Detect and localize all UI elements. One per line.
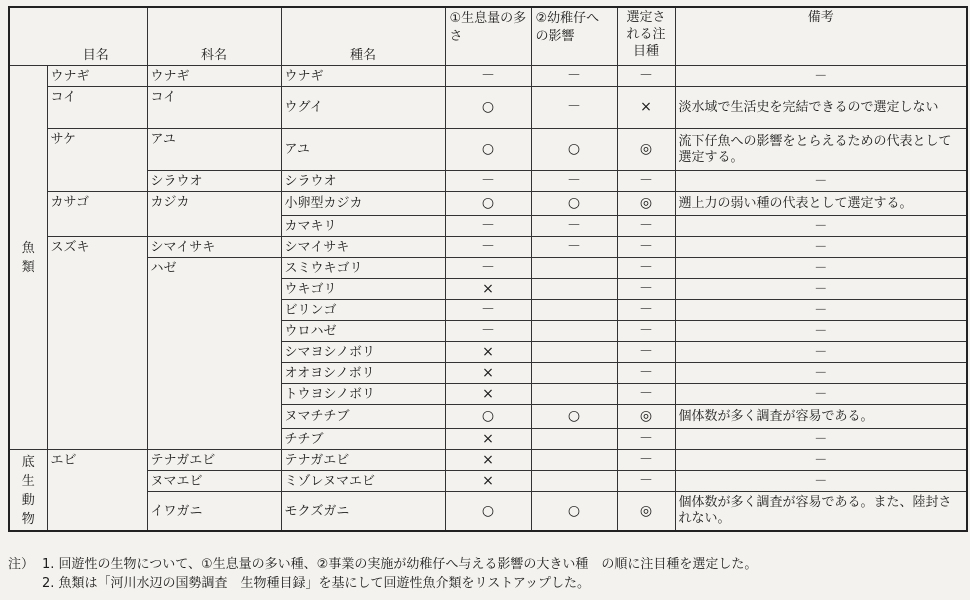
abundance-cell: ×	[445, 342, 531, 363]
abundance-cell: ×	[445, 363, 531, 384]
table-row	[9, 192, 967, 216]
family-cell: ヌマエビ	[147, 471, 281, 492]
remarks-cell: －	[675, 171, 967, 192]
larval-impact-cell: －	[531, 237, 617, 258]
abundance-cell: ○	[445, 192, 531, 216]
group-fish-label: 魚類	[21, 240, 35, 275]
table-row	[9, 129, 967, 171]
abundance-cell: －	[445, 300, 531, 321]
selected-cell: －	[617, 321, 675, 342]
header-order: 目名	[9, 7, 147, 66]
selected-cell: －	[617, 363, 675, 384]
species-cell: ウロハゼ	[281, 321, 445, 342]
remarks-cell: －	[675, 471, 967, 492]
order-cell: カサゴ	[47, 192, 147, 237]
species-cell: アユ	[281, 129, 445, 171]
selected-cell: －	[617, 471, 675, 492]
remarks-cell: 淡水域で生活史を完結できるので選定しない	[675, 87, 967, 129]
abundance-cell: ○	[445, 492, 531, 532]
species-selection-table	[8, 6, 968, 532]
larval-impact-cell	[531, 429, 617, 450]
selected-cell: －	[617, 171, 675, 192]
abundance-cell: －	[445, 171, 531, 192]
species-cell: モクズガニ	[281, 492, 445, 532]
abundance-cell: ○	[445, 87, 531, 129]
species-cell: ビリンゴ	[281, 300, 445, 321]
remarks-cell: －	[675, 237, 967, 258]
header-larval-impact: ②幼稚仔へ の影響	[531, 7, 617, 66]
family-cell: コイ	[147, 87, 281, 129]
table-row	[9, 492, 967, 532]
abundance-cell: －	[445, 66, 531, 87]
species-cell: テナガエビ	[281, 450, 445, 471]
remarks-cell: －	[675, 66, 967, 87]
species-cell: ミゾレヌマエビ	[281, 471, 445, 492]
remarks-cell: －	[675, 300, 967, 321]
family-cell: イワガニ	[147, 492, 281, 532]
species-cell: シマヨシノボリ	[281, 342, 445, 363]
abundance-cell: －	[445, 321, 531, 342]
table-row	[9, 258, 967, 279]
larval-impact-cell	[531, 300, 617, 321]
header-row	[9, 7, 967, 66]
remarks-cell: －	[675, 258, 967, 279]
remarks-cell: －	[675, 216, 967, 237]
table-row	[9, 171, 967, 192]
species-cell: シラウオ	[281, 171, 445, 192]
table-row	[9, 237, 967, 258]
table-row	[9, 87, 967, 129]
header-family: 科名	[147, 7, 281, 66]
footnote-2-text: 2. 魚類は「河川水辺の国勢調査 生物種目録」を基にして回遊性魚介類をリストアップした。	[42, 576, 590, 591]
selected-cell: －	[617, 429, 675, 450]
remarks-cell: 遡上力の弱い種の代表として選定する。	[675, 192, 967, 216]
header-abundance: ①生息量の多さ	[445, 7, 531, 66]
larval-impact-cell	[531, 258, 617, 279]
larval-impact-cell	[531, 384, 617, 405]
order-cell: コイ	[47, 87, 147, 129]
larval-impact-cell: －	[531, 171, 617, 192]
family-cell: テナガエビ	[147, 450, 281, 471]
family-cell: シラウオ	[147, 171, 281, 192]
species-cell: ウグイ	[281, 87, 445, 129]
larval-impact-cell: ○	[531, 192, 617, 216]
selected-cell: －	[617, 66, 675, 87]
order-cell: ウナギ	[47, 66, 147, 87]
family-cell: ウナギ	[147, 66, 281, 87]
group-fish	[9, 66, 47, 450]
selected-cell: －	[617, 450, 675, 471]
larval-impact-cell: －	[531, 66, 617, 87]
larval-impact-cell	[531, 450, 617, 471]
table-row	[9, 471, 967, 492]
species-cell: カマキリ	[281, 216, 445, 237]
abundance-cell: ○	[445, 129, 531, 171]
footnotes	[8, 555, 966, 593]
footnote-lead: 注）	[8, 557, 35, 572]
species-cell: ウキゴリ	[281, 279, 445, 300]
remarks-cell: －	[675, 450, 967, 471]
species-cell: シマイサキ	[281, 237, 445, 258]
larval-impact-cell	[531, 471, 617, 492]
order-cell: サケ	[47, 129, 147, 192]
footnote-2	[8, 574, 966, 593]
remarks-cell: －	[675, 321, 967, 342]
species-cell: オオヨシノボリ	[281, 363, 445, 384]
family-cell: シマイサキ	[147, 237, 281, 258]
selected-cell: －	[617, 258, 675, 279]
species-cell: 小卵型カジカ	[281, 192, 445, 216]
abundance-cell: －	[445, 258, 531, 279]
order-cell: エビ	[47, 450, 147, 532]
abundance-cell: ×	[445, 279, 531, 300]
table-row	[9, 66, 967, 87]
species-cell: ヌマチチブ	[281, 405, 445, 429]
larval-impact-cell: ○	[531, 405, 617, 429]
order-cell: スズキ	[47, 237, 147, 450]
family-cell: ハゼ	[147, 258, 281, 450]
header-species: 種名	[281, 7, 445, 66]
selected-cell: ◎	[617, 192, 675, 216]
selected-cell: －	[617, 216, 675, 237]
table-row	[9, 450, 967, 471]
species-cell: トウヨシノボリ	[281, 384, 445, 405]
selected-cell: －	[617, 300, 675, 321]
footnote-1-text: 1. 回遊性の生物について、①生息量の多い種、②事業の実施が幼稚仔へ与える影響の大きい種 の順に注目種を選定した。	[42, 557, 758, 572]
abundance-cell: －	[445, 237, 531, 258]
remarks-cell: －	[675, 429, 967, 450]
larval-impact-cell	[531, 279, 617, 300]
selected-cell: ◎	[617, 492, 675, 532]
species-cell: ウナギ	[281, 66, 445, 87]
larval-impact-cell	[531, 321, 617, 342]
species-cell: スミウキゴリ	[281, 258, 445, 279]
selected-cell: －	[617, 279, 675, 300]
remarks-cell: 個体数が多く調査が容易である。また、陸封されない。	[675, 492, 967, 532]
abundance-cell: －	[445, 216, 531, 237]
remarks-cell: －	[675, 384, 967, 405]
larval-impact-cell: －	[531, 216, 617, 237]
remarks-cell: －	[675, 279, 967, 300]
larval-impact-cell: ○	[531, 129, 617, 171]
group-benthos-label: 底生動物	[21, 455, 35, 527]
footnote-1	[8, 555, 966, 574]
abundance-cell: ○	[445, 405, 531, 429]
abundance-cell: ×	[445, 429, 531, 450]
selected-cell: ◎	[617, 405, 675, 429]
remarks-cell: 流下仔魚への影響をとらえるための代表として選定する。	[675, 129, 967, 171]
larval-impact-cell	[531, 363, 617, 384]
selected-cell: －	[617, 342, 675, 363]
header-remarks: 備考	[675, 7, 967, 66]
larval-impact-cell: ○	[531, 492, 617, 532]
abundance-cell: ×	[445, 471, 531, 492]
remarks-cell: －	[675, 363, 967, 384]
remarks-cell: 個体数が多く調査が容易である。	[675, 405, 967, 429]
larval-impact-cell	[531, 342, 617, 363]
selected-cell: －	[617, 384, 675, 405]
family-cell: アユ	[147, 129, 281, 171]
species-cell: チチブ	[281, 429, 445, 450]
group-benthos	[9, 450, 47, 532]
family-cell: カジカ	[147, 192, 281, 237]
remarks-cell: －	[675, 342, 967, 363]
selected-cell: ◎	[617, 129, 675, 171]
header-selected-species: 選定される注目種	[617, 7, 675, 66]
larval-impact-cell: －	[531, 87, 617, 129]
selected-cell: ×	[617, 87, 675, 129]
selected-cell: －	[617, 237, 675, 258]
abundance-cell: ×	[445, 450, 531, 471]
abundance-cell: ×	[445, 384, 531, 405]
